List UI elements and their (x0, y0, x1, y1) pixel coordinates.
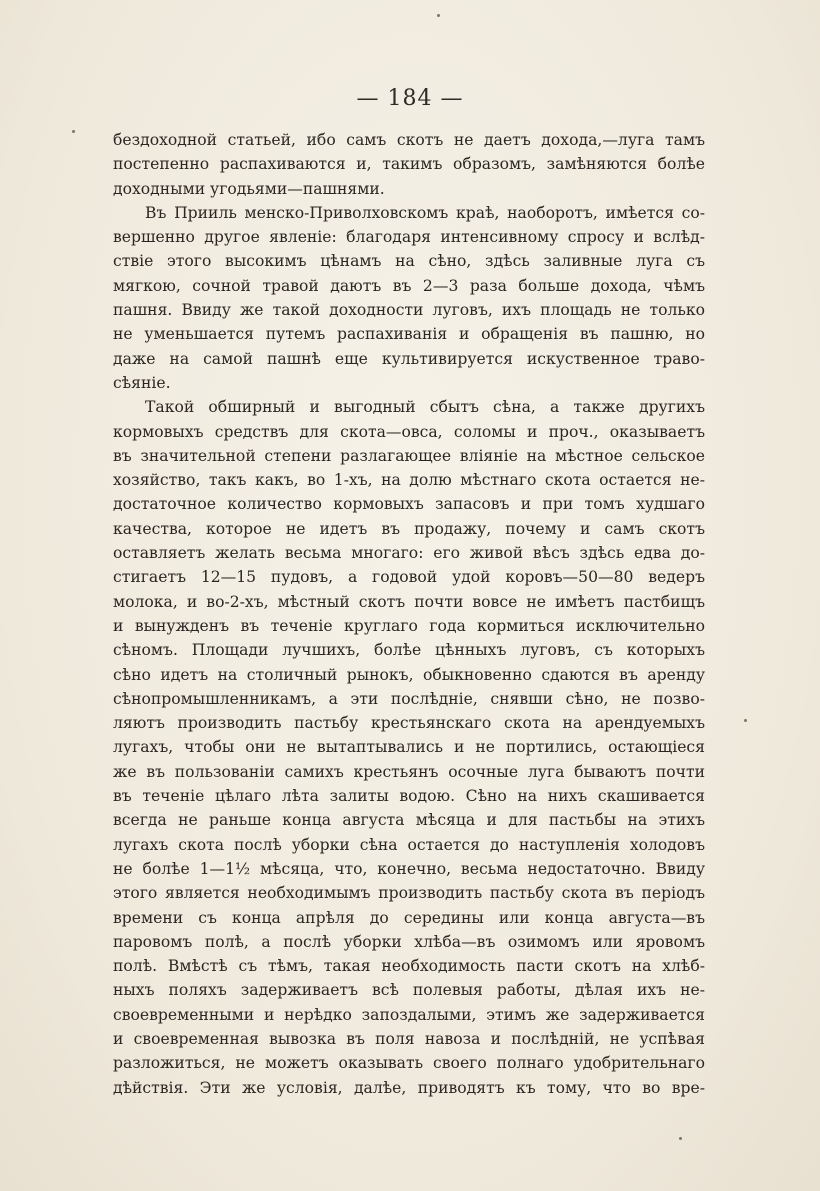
text-line: молока, и во-2-хъ, мѣстный скотъ почти вовсе не имѣетъ пастбищъ (113, 592, 705, 611)
scan-speck (679, 1137, 682, 1140)
text-line: бездоходной статьей, ибо самъ скотъ не даетъ дохода,—луга тамъ (113, 131, 705, 149)
text-line: пашня. Ввиду же такой доходности луговъ, ихъ площадь не только (113, 301, 705, 320)
scan-speck (437, 14, 440, 17)
text-line: не уменьшается путемъ распахиванія и обращенія въ пашню, но (113, 325, 705, 344)
text-line: же въ пользованіи самихъ крестьянъ осочные луга бываютъ почти (113, 762, 705, 781)
text-line: даже на самой пашнѣ еще культивируется искуственное траво- (113, 349, 705, 368)
text-line: и вынужденъ въ теченіе круглаго года кормиться исключительно (113, 616, 705, 635)
text-line: и своевременная вывозка въ поля навоза и послѣдній, не успѣвая (113, 1029, 705, 1048)
text-line: постепенно распахиваются и, такимъ образомъ, замѣняются болѣе (113, 155, 705, 174)
text-line: полѣ. Вмѣстѣ съ тѣмъ, такая необходимость пасти скотъ на хлѣб- (113, 957, 705, 976)
text-line: не болѣе 1—1½ мѣсяца, что, конечно, весьма недостаточно. Ввиду (113, 859, 705, 878)
text-line: достаточное количество кормовыхъ запасовъ и при томъ худшаго (113, 495, 705, 514)
text-line: сѣно идетъ на столичный рынокъ, обыкновенно сдаются въ аренду (113, 665, 705, 684)
text-line: Въ Прииль менско-Приволховскомъ краѣ, наоборотъ, имѣется со- (145, 203, 705, 222)
text-line: времени съ конца апрѣля до середины или конца августа—въ (113, 908, 705, 927)
text-line: Такой обширный и выгодный сбытъ сѣна, а также другихъ (145, 398, 705, 417)
text-line: вершенно другое явленіе: благодаря интенсивному спросу и вслѣд- (113, 228, 705, 247)
text-line: своевременными и нерѣдко запоздалыми, этимъ же задерживается (113, 1005, 705, 1024)
text-line: всегда не раньше конца августа мѣсяца и для пастьбы на этихъ (113, 811, 705, 830)
text-line: доходными угодьями—пашнями. (113, 179, 385, 198)
scan-speck (72, 130, 75, 133)
page-number: — 184 — (356, 86, 464, 111)
text-line: сѣяніе. (113, 373, 171, 392)
text-line: сѣнопромышленникамъ, а эти послѣдніе, снявши сѣно, не позво- (113, 689, 705, 708)
text-line: лугахъ, чтобы они не вытаптывались и не портились, остающіеся (113, 738, 705, 757)
text-line: мягкою, сочной травой даютъ въ 2—3 раза больше дохода, чѣмъ (113, 276, 705, 295)
text-line: дѣйствія. Эти же условія, далѣе, приводятъ къ тому, что во вре- (113, 1078, 705, 1097)
text-line: ляютъ производить пастьбу крестьянскаго скота на арендуемыхъ (113, 714, 705, 733)
scan-speck (744, 719, 747, 722)
text-line: лугахъ скота послѣ уборки сѣна остается до наступленія холодовъ (113, 835, 705, 854)
text-line: стигаетъ 12—15 пудовъ, а годовой удой коровъ—50—80 ведеръ (113, 568, 705, 587)
text-line: кормовыхъ средствъ для скота—овса, соломы и проч., оказываетъ (113, 422, 705, 441)
text-line: хозяйство, такъ какъ, во 1-хъ, на долю мѣстнаго скота остается не- (113, 471, 705, 490)
text-line: паровомъ полѣ, а послѣ уборки хлѣба—въ озимомъ или яровомъ (113, 932, 705, 951)
text-line: качества, которое не идетъ въ продажу, почему и самъ скотъ (113, 519, 705, 538)
text-line: въ значительной степени разлагающее вліяніе на мѣстное сельское (113, 446, 705, 465)
text-line: оставляетъ желать весьма многаго: его живой вѣсъ здѣсь едва до- (113, 544, 705, 563)
text-line: этого является необходимымъ производить пастьбу скота въ періодъ (113, 884, 705, 903)
text-line: ствіе этого высокимъ цѣнамъ на сѣно, здѣсь заливные луга съ (113, 252, 705, 271)
body-text (113, 128, 705, 1100)
text-line: въ теченіе цѣлаго лѣта залиты водою. Сѣно на нихъ скашивается (113, 787, 705, 806)
text-line: сѣномъ. Площади лучшихъ, болѣе цѣнныхъ луговъ, съ которыхъ (113, 641, 705, 660)
text-line: ныхъ поляхъ задерживаетъ всѣ полевыя работы, дѣлая ихъ не- (113, 981, 705, 1000)
text-line: разложиться, не можетъ оказывать своего полнаго удобрительнаго (113, 1054, 705, 1073)
